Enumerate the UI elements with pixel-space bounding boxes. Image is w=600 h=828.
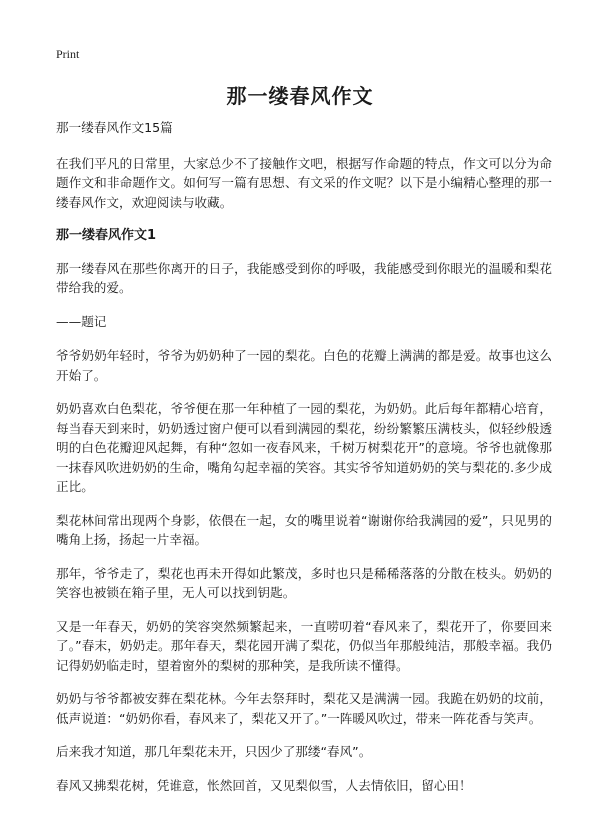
body-paragraph: 奶奶喜欢白色梨花，爷爷便在那一年种植了一园的梨花，为奶奶。此后每年都精心培育，每当春天到来时，奶奶透过窗户便可以看到满园的梨花，纷纷繁繁压满枝头，似轻纱般透明的白色花瓣迎风起舞，有种“忽如一夜春风来，千树万树梨花开”的意境。爷爷也就像那一抹春风吹进奶奶的生命，嘴角勾起幸福的笑容。其实爷爷知道奶奶的笑与梨花的.多少成正比。 (56, 401, 552, 494)
body-paragraph: 又是一年春天，奶奶的笑容突然频繁起来，一直唠叨着“春风来了，梨花开了，你要回来了。”春末，奶奶走。那年春天，梨花园开满了梨花，仍似当年那般纯洁，那般幸福。我仍记得奶奶临走时，望着窗外的梨树的那种笑，是我所读不懂得。 (56, 618, 552, 673)
intro-paragraph: 在我们平凡的日常里，大家总少不了接触作文吧，根据写作命题的特点，作文可以分为命题作文和非命题作文。如何写一篇有思想、有文采的作文呢？以下是小编精心整理的那一缕春风作文，欢迎阅读与收藏。 (56, 155, 552, 210)
body-paragraph: 那一缕春风在那些你离开的日子，我能感受到你的呼吸，我能感受到你眼光的温暖和梨花带给我的爱。 (56, 260, 552, 295)
print-link[interactable]: Print (56, 47, 80, 61)
section-heading: 那一缕春风作文1 (56, 228, 157, 243)
article-body (56, 118, 552, 809)
body-paragraph: 爷爷奶奶年轻时，爷爷为奶奶种了一园的梨花。白色的花瓣上满满的都是爱。故事也这么开始了。 (56, 348, 552, 383)
page-title: 那一缕春风作文 (226, 84, 374, 108)
body-paragraph: 那年，爷爷走了，梨花也再未开得如此繁茂，多时也只是稀稀落落的分散在枝头。奶奶的笑容也被锁在箱子里，无人可以找到钥匙。 (56, 565, 552, 600)
epigraph-attribution: ——题记 (56, 313, 107, 329)
body-paragraph: 奶奶与爷爷都被安葬在梨花林。今年去祭拜时，梨花又是满满一园。我跪在奶奶的坟前，低声说道：“奶奶你看，春风来了，梨花又开了。”一阵暖风吹过，带来一阵花香与笑声。 (56, 691, 552, 726)
body-paragraph: 梨花林间常出现两个身影，依偎在一起，女的嘴里说着“谢谢你给我满园的爱”，只见男的嘴角上扬，扬起一片幸福。 (56, 512, 552, 547)
body-paragraph: 后来我才知道，那几年梨花未开，只因少了那缕“春风”。 (56, 744, 372, 759)
article-subtitle: 那一缕春风作文15篇 (56, 120, 173, 135)
body-paragraph: 春风又拂梨花树，凭谁意，怅然回首，又见梨似雪，人去情依旧，留心田！ (56, 777, 472, 793)
